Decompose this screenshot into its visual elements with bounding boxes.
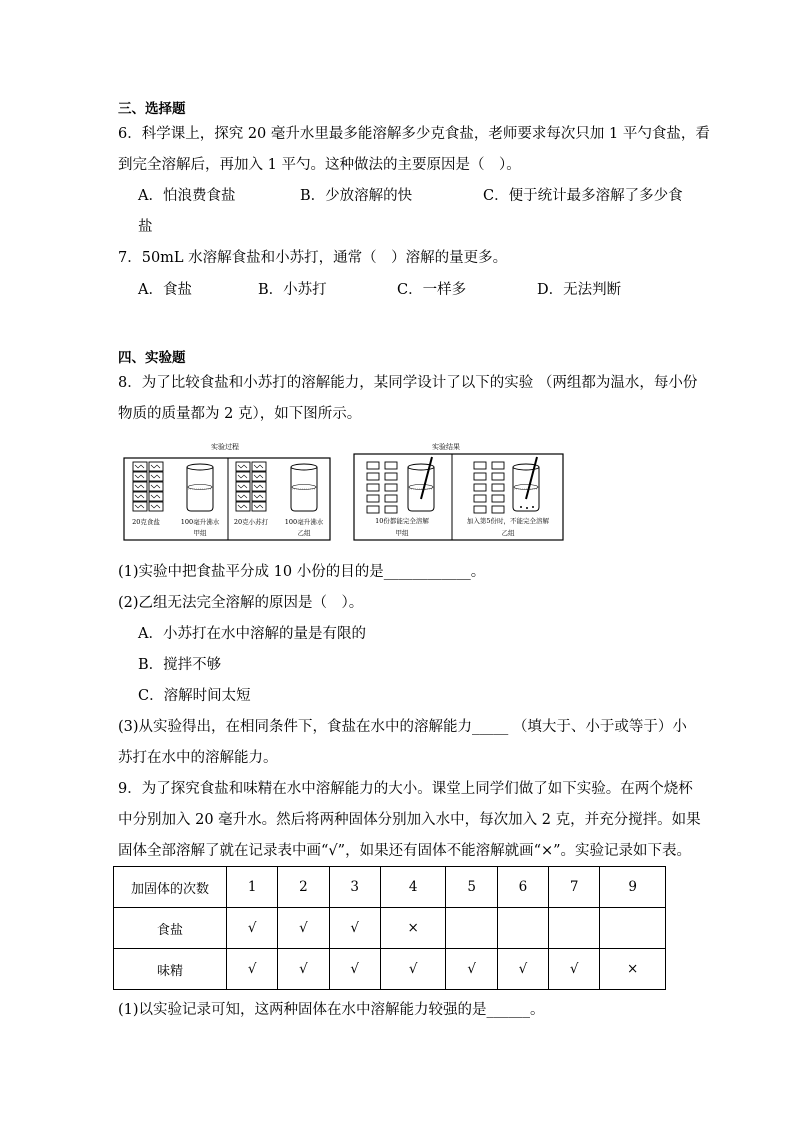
q7-option-d: D．无法判断 <box>537 282 622 298</box>
table-cell <box>446 908 497 949</box>
process-a-group-label: 甲组 <box>193 529 207 537</box>
process-b-water-label: 100毫升沸水 <box>284 518 324 526</box>
q8-sub2: (2)乙组无法完全溶解的原因是（ ）。 <box>118 595 364 611</box>
table-header-cell: 2 <box>278 867 329 908</box>
table-header-cell: 1 <box>227 867 278 908</box>
process-b-group-label: 乙组 <box>297 529 311 537</box>
q8-sub2-option-a: A．小苏打在水中溶解的量是有限的 <box>138 626 366 642</box>
figure-result-title: 实验结果 <box>432 443 460 451</box>
beaker-icon <box>513 464 539 511</box>
result-a-packets <box>367 462 397 513</box>
q6-option-c-wrap: 盐 <box>138 219 153 235</box>
process-b-solid-label: 20克小苏打 <box>233 518 269 526</box>
q7-option-a: A．食盐 <box>138 282 192 298</box>
q9-text-line3: 固体全部溶解了就在记录表中画“√”，如果还有固体不能溶解就画“×”。实验记录如下表。 <box>118 843 692 859</box>
beaker-icon <box>408 464 434 511</box>
q6-option-c: C．便于统计最多溶解了多少食 <box>483 188 683 204</box>
result-b-text: 加入第5份时，不能完全溶解 <box>466 517 550 525</box>
q8-sub2-option-c: C．溶解时间太短 <box>138 688 251 704</box>
q9-text-line1: 9．为了探究食盐和味精在水中溶解能力的大小。课堂上同学们做了如下实验。在两个烧杯 <box>118 781 693 797</box>
q7-option-c: C．一样多 <box>397 282 467 298</box>
q6-text-line1: 6．科学课上，探究 20 毫升水里最多能溶解多少克食盐，老师要求每次只加 1 平勺食盐，看 <box>118 126 710 142</box>
table-cell: √ <box>380 949 446 990</box>
table-cell: √ <box>329 949 380 990</box>
row-label-salt: 食盐 <box>114 908 227 949</box>
record-table <box>113 866 666 990</box>
table-cell <box>497 908 548 949</box>
q6-text-line2: 到完全溶解后，再加入 1 平勺。这种做法的主要原因是（ ）。 <box>118 157 521 173</box>
table-cell: √ <box>227 908 278 949</box>
table-cell: × <box>380 908 446 949</box>
q8-sub1: (1)实验中把食盐平分成 10 小份的目的是____________。 <box>118 564 486 580</box>
process-a-solid-label: 20克食盐 <box>132 518 160 526</box>
q7-option-b: B．小苏打 <box>258 282 327 298</box>
table-cell: √ <box>278 908 329 949</box>
table-cell: × <box>600 949 666 990</box>
salt-packets <box>133 462 163 511</box>
table-cell: √ <box>278 949 329 990</box>
q8-sub2-option-b: B．搅拌不够 <box>138 657 222 673</box>
q8-sub3-line2: 苏打在水中的溶解能力。 <box>118 750 278 766</box>
result-b-packets <box>474 462 504 513</box>
table-cell: √ <box>497 949 548 990</box>
table-cell: √ <box>549 949 600 990</box>
soda-packets <box>236 462 266 511</box>
experiment-figure <box>123 441 565 543</box>
table-cell <box>600 908 666 949</box>
result-b-group-label: 乙组 <box>501 529 515 537</box>
beaker-icon <box>291 464 317 511</box>
q8-text-line1: 8．为了比较食盐和小苏打的溶解能力，某同学设计了以下的实验 （两组都为温水，每小份 <box>118 375 698 391</box>
table-header-cell: 7 <box>549 867 600 908</box>
table-header-cell: 4 <box>380 867 446 908</box>
table-header-cell: 3 <box>329 867 380 908</box>
section-heading-choice: 三、选择题 <box>118 101 186 117</box>
table-header-row <box>114 867 666 908</box>
process-a-water-label: 100毫升沸水 <box>180 518 220 526</box>
q8-text-line2: 物质的质量都为 2 克），如下图所示。 <box>118 406 362 422</box>
table-header-label: 加固体的次数 <box>114 867 227 908</box>
q8-sub3-line1: (3)从实验得出，在相同条件下，食盐在水中的溶解能力_____ （填大于、小于或等于）小 <box>118 719 687 735</box>
q6-option-b: B．少放溶解的快 <box>300 188 413 204</box>
table-header-cell: 6 <box>497 867 548 908</box>
row-label-msg: 味精 <box>114 949 227 990</box>
table-cell: √ <box>227 949 278 990</box>
section-heading-experiment: 四、实验题 <box>118 350 186 366</box>
q9-text-line2: 中分别加入 20 毫升水。然后将两种固体分别加入水中，每次加入 2 克，并充分搅拌。如果 <box>118 812 701 828</box>
table-header-cell: 5 <box>446 867 497 908</box>
q9-sub1: (1)以实验记录可知，这两种固体在水中溶解能力较强的是______。 <box>118 1002 545 1018</box>
table-row <box>114 949 666 990</box>
q7-text: 7．50mL 水溶解食盐和小苏打，通常（ ）溶解的量更多。 <box>118 250 508 266</box>
table-row <box>114 908 666 949</box>
table-cell <box>549 908 600 949</box>
q6-option-a: A．怕浪费食盐 <box>138 188 236 204</box>
result-a-text: 10份都能完全溶解 <box>375 517 429 525</box>
beaker-icon <box>187 464 213 511</box>
figure-process-title: 实验过程 <box>211 443 239 451</box>
table-cell: √ <box>329 908 380 949</box>
table-header-cell: 9 <box>600 867 666 908</box>
result-a-group-label: 甲组 <box>395 529 409 537</box>
table-cell: √ <box>446 949 497 990</box>
